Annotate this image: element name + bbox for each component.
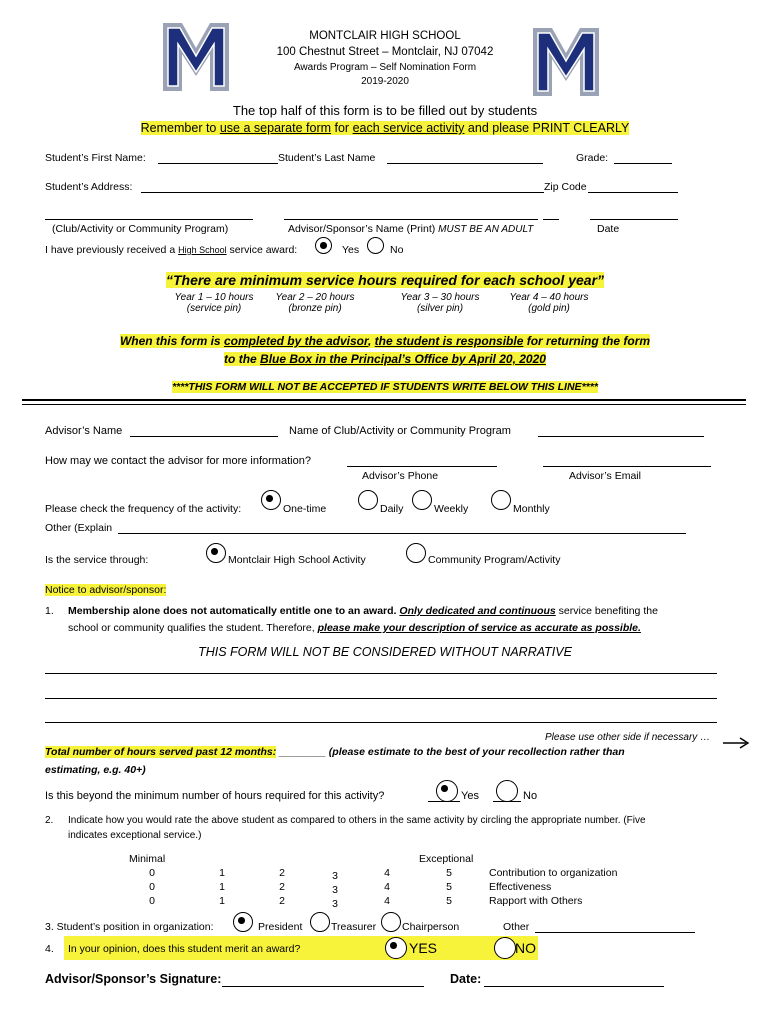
position-treasurer-radio[interactable]	[310, 912, 330, 932]
date-field[interactable]	[590, 219, 678, 220]
narrative-heading: THIS FORM WILL NOT BE CONSIDERED WITHOUT NARRATIVE	[198, 645, 572, 659]
frequency-weekly-radio[interactable]	[412, 490, 432, 510]
address-label: Student’s Address:	[45, 181, 133, 193]
service-mhs-radio[interactable]	[206, 543, 226, 563]
previous-award-yes-label: Yes	[342, 244, 360, 256]
frequency-onetime-radio[interactable]	[261, 490, 281, 510]
notice-item-line2: school or community qualifies the student. Therefore, please make your description of service as accurate as possible.	[68, 622, 641, 634]
contact-label: How may we contact the advisor for more information?	[45, 455, 311, 467]
beyond-no-radio[interactable]	[496, 780, 518, 802]
advisor-phone-caption: Advisor’s Phone	[362, 470, 439, 482]
frequency-monthly-radio[interactable]	[491, 490, 511, 510]
advisor-name-field[interactable]	[284, 219, 538, 220]
club-field[interactable]	[45, 219, 253, 220]
divider-line	[22, 399, 746, 405]
school-address: 100 Chestnut Street – Montclair, NJ 07042	[276, 46, 494, 58]
beyond-no-label: No	[523, 790, 538, 802]
rating-option[interactable]: 1	[219, 895, 225, 907]
frequency-onetime-label: One-time	[283, 503, 327, 515]
rating-option[interactable]: 2	[279, 895, 285, 907]
service-community-label: Community Program/Activity	[428, 554, 561, 566]
rating-option[interactable]: 0	[149, 867, 155, 879]
merit-yes-radio[interactable]	[385, 937, 407, 959]
previous-award-no-label: No	[390, 244, 404, 256]
signature-field[interactable]	[222, 986, 424, 987]
position-president-label: President	[258, 921, 303, 933]
rating-option[interactable]: 3	[332, 870, 338, 882]
frequency-weekly-label: Weekly	[434, 503, 469, 515]
zip-field[interactable]	[588, 192, 678, 193]
rating-number: 2.	[45, 815, 54, 826]
beyond-minimum-label: Is this beyond the minimum number of hours required for this activity?	[45, 790, 385, 802]
other-explain-field[interactable]	[118, 533, 686, 534]
advisor-email-caption: Advisor’s Email	[569, 470, 641, 482]
grade-label: Grade:	[576, 152, 609, 164]
merit-yes-label: YES	[409, 940, 438, 956]
rating-option[interactable]: 5	[446, 895, 452, 907]
advisor-caption: Advisor/Sponsor’s Name (Print) MUST BE AN ADULT	[288, 223, 534, 235]
rating-option[interactable]: 4	[384, 895, 390, 907]
zip-label: Zip Code	[544, 181, 587, 193]
frequency-label: Please check the frequency of the activity:	[45, 503, 242, 515]
write-warning: ****THIS FORM WILL NOT BE ACCEPTED IF STUDENTS WRITE BELOW THIS LINE****	[172, 381, 598, 393]
frequency-monthly-label: Monthly	[513, 503, 550, 515]
position-other-label: Other	[503, 921, 530, 933]
advisor-name-input[interactable]	[130, 436, 278, 437]
narrative-line-3[interactable]	[45, 722, 717, 723]
notice-item-line1: Membership alone does not automatically entitle one to an award. Only dedicated and continuous service benefiting the	[68, 605, 658, 617]
rating-option[interactable]: 2	[279, 881, 285, 893]
criteria-effectiveness: Effectiveness	[489, 881, 552, 893]
beyond-yes-label: Yes	[461, 790, 479, 802]
previous-award-no-radio[interactable]	[367, 237, 384, 254]
rating-option[interactable]: 5	[446, 867, 452, 879]
first-name-field[interactable]	[158, 163, 278, 164]
advisor-name-field-end	[543, 219, 559, 220]
last-name-label: Student’s Last Name	[278, 152, 376, 164]
rating-exceptional-label: Exceptional	[419, 853, 474, 865]
rating-option[interactable]: 3	[332, 884, 338, 896]
advisor-email-field[interactable]	[543, 466, 711, 467]
signature-date-label: Date:	[450, 972, 482, 986]
beyond-yes-radio[interactable]	[436, 780, 458, 802]
criteria-contribution: Contribution to organization	[489, 867, 618, 879]
school-name: MONTCLAIR HIGH SCHOOL	[309, 30, 461, 42]
school-year: 2019-2020	[361, 76, 409, 87]
other-side-note: Please use other side if necessary …	[545, 732, 711, 743]
program-name-input[interactable]	[538, 436, 704, 437]
advisor-phone-field[interactable]	[347, 466, 497, 467]
rating-option[interactable]: 1	[219, 881, 225, 893]
frequency-daily-label: Daily	[380, 503, 404, 515]
previous-award-label: I have previously received a High School service award:	[45, 244, 298, 256]
narrative-line-2[interactable]	[45, 698, 717, 699]
service-community-radio[interactable]	[406, 543, 426, 563]
arrow-right-icon	[722, 737, 750, 749]
service-mhs-label: Montclair High School Activity	[228, 554, 366, 566]
position-president-radio[interactable]	[233, 912, 253, 932]
grade-field[interactable]	[614, 163, 672, 164]
position-label: 3. Student’s position in organization:	[45, 921, 214, 933]
first-name-label: Student’s First Name:	[45, 152, 146, 164]
completion-notice-line1: When this form is completed by the advisor, the student is responsible for returning the form	[119, 334, 651, 348]
last-name-field[interactable]	[387, 163, 543, 164]
hours-heading: “There are minimum service hours required for each school year”	[165, 272, 605, 288]
intro-line: The top half of this form is to be filled out by students	[232, 103, 538, 118]
rating-option[interactable]: 0	[149, 881, 155, 893]
rating-minimal-label: Minimal	[129, 853, 166, 865]
merit-no-label: NO	[515, 940, 536, 956]
completion-notice-line2: to the Blue Box in the Principal’s Office by April 20, 2020	[224, 352, 546, 366]
merit-number: 4.	[45, 943, 54, 955]
rating-option[interactable]: 3	[332, 898, 338, 910]
narrative-line-1[interactable]	[45, 673, 717, 674]
notice-heading: Notice to advisor/sponsor:	[45, 584, 167, 596]
program-name-label: Name of Club/Activity or Community Program	[289, 425, 511, 437]
frequency-daily-radio[interactable]	[358, 490, 378, 510]
rating-instructions-line2: indicates exceptional service.)	[68, 830, 202, 841]
form-name: Awards Program – Self Nomination Form	[293, 62, 477, 73]
signature-date-field[interactable]	[484, 986, 664, 987]
position-treasurer-label: Treasurer	[331, 921, 377, 933]
notice-item-number: 1.	[45, 605, 54, 617]
rating-option[interactable]: 2	[279, 867, 285, 879]
date-caption: Date	[597, 223, 620, 235]
position-chairperson-label: Chairperson	[402, 921, 460, 933]
other-explain-label: Other (Explain	[45, 522, 113, 534]
year-2-requirement: Year 2 – 20 hours (bronze pin)	[275, 292, 355, 314]
year-3-requirement: Year 3 – 30 hours (silver pin)	[400, 292, 480, 314]
rating-option[interactable]: 4	[384, 881, 390, 893]
rating-option[interactable]: 5	[446, 881, 452, 893]
signature-label: Advisor/Sponsor’s Signature:	[45, 972, 222, 986]
year-4-requirement: Year 4 – 40 hours (gold pin)	[509, 292, 589, 314]
advisor-name-label: Advisor’s Name	[45, 425, 123, 437]
rating-option[interactable]: 1	[219, 867, 225, 879]
rating-instructions-line1: Indicate how you would rate the above student as compared to others in the same activity by circling the appropriate number. (Five	[68, 815, 646, 826]
service-through-label: Is the service through:	[45, 554, 149, 566]
merit-question: In your opinion, does this student merit an award?	[68, 943, 301, 955]
previous-award-yes-radio[interactable]	[315, 237, 332, 254]
position-chairperson-radio[interactable]	[381, 912, 401, 932]
club-caption: (Club/Activity or Community Program)	[52, 223, 229, 235]
rating-option[interactable]: 4	[384, 867, 390, 879]
total-hours-line2: estimating, e.g. 40+)	[45, 764, 146, 776]
merit-no-radio[interactable]	[494, 937, 516, 959]
year-1-requirement: Year 1 – 10 hours (service pin)	[174, 292, 254, 314]
address-field[interactable]	[141, 192, 544, 193]
rating-option[interactable]: 0	[149, 895, 155, 907]
total-hours-line1: Total number of hours served past 12 months: ________ (please estimate to the best of your recollection rather than	[45, 746, 625, 758]
criteria-rapport: Rapport with Others	[489, 895, 583, 907]
intro-reminder: Remember to use a separate form for each service activity and please PRINT CLEARLY	[140, 121, 630, 135]
position-other-field[interactable]	[535, 932, 695, 933]
